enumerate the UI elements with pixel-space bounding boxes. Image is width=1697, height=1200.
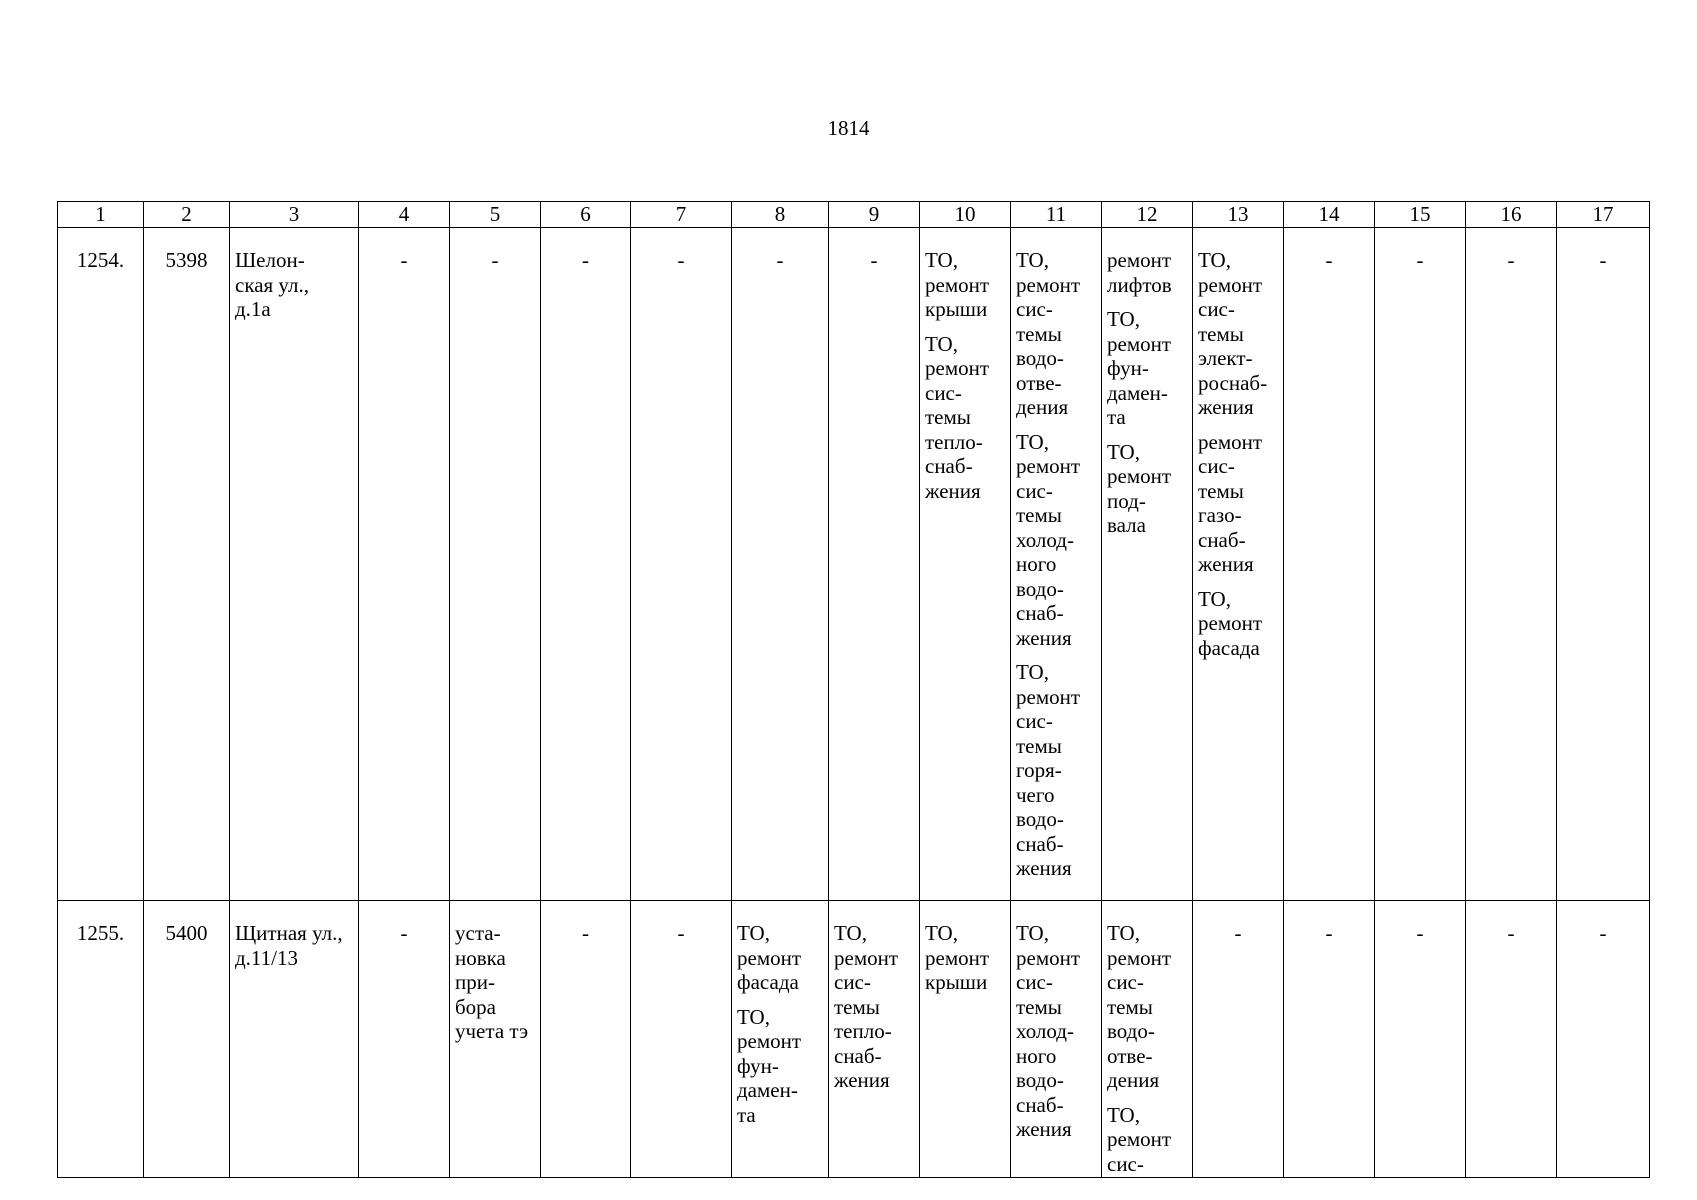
column-header: 1: [58, 202, 144, 228]
data-table: [57, 201, 1650, 1178]
cell-col-14: -: [1284, 901, 1375, 1178]
work-entry: ТО, ремонт сис-: [1107, 1102, 1172, 1176]
cell-col-8: -: [732, 228, 829, 901]
work-entry: ТО, ремонт сис- темы холод- ного водо- снаб- жения: [1016, 429, 1081, 650]
column-header: 14: [1284, 202, 1375, 228]
cell-col-16: -: [1466, 901, 1557, 1178]
cell-col-12: [1102, 228, 1193, 901]
cell-col-4: -: [359, 901, 450, 1178]
column-header: 7: [631, 202, 732, 228]
page-number: 1814: [827, 116, 870, 140]
building-code: 5400: [144, 901, 230, 1178]
cell-col-8: [732, 901, 829, 1178]
column-header: 5: [450, 202, 541, 228]
row-number: 1255.: [58, 901, 144, 1178]
work-entry: ТО, ремонт под- вала: [1107, 439, 1172, 537]
cell-col-17: -: [1557, 901, 1650, 1178]
work-entry: ТО, ремонт крыши: [925, 248, 990, 321]
column-header: 4: [359, 202, 450, 228]
cell-col-15: -: [1375, 228, 1466, 901]
cell-col-13: -: [1193, 901, 1284, 1178]
work-entry: ремонт лифтов: [1107, 248, 1172, 297]
work-entry: ремонт сис- темы газо- снаб- жения: [1198, 429, 1263, 576]
cell-col-9: -: [829, 228, 920, 901]
column-header: 11: [1011, 202, 1102, 228]
column-header: 8: [732, 202, 829, 228]
building-code: 5398: [144, 228, 230, 901]
table-row: [58, 228, 1650, 901]
cell-col-6: -: [541, 901, 631, 1178]
work-entry: ТО, ремонт фун- дамен- та: [737, 1004, 802, 1127]
column-header: 6: [541, 202, 631, 228]
cell-col-16: -: [1466, 228, 1557, 901]
address-cell: Щитная ул., д.11/13: [230, 901, 359, 1178]
work-entry: ТО, ремонт сис- темы горя- чего водо- снаб- жения: [1016, 660, 1081, 880]
column-header: 2: [144, 202, 230, 228]
column-header: 15: [1375, 202, 1466, 228]
cell-col-12: [1102, 901, 1193, 1178]
column-header: 12: [1102, 202, 1193, 228]
work-entry: ТО, ремонт сис- темы элект- роснаб- жения: [1198, 248, 1268, 419]
row-number: 1254.: [58, 228, 144, 901]
cell-col-11: ТО, ремонт сис- темы холод- ного водо- снаб- жения: [1011, 901, 1102, 1178]
header-row: [58, 202, 1650, 228]
work-entry: ТО, ремонт фасада: [737, 921, 802, 994]
cell-col-5: уста- новка при- бора учета тэ: [450, 901, 541, 1178]
cell-col-7: -: [631, 228, 732, 901]
cell-col-6: -: [541, 228, 631, 901]
cell-col-11: [1011, 228, 1102, 901]
table-row: [58, 901, 1650, 1178]
cell-col-7: -: [631, 901, 732, 1178]
work-entry: ТО, ремонт сис- темы водо- отве- дения: [1016, 248, 1081, 419]
work-entry: ТО, ремонт фасада: [1198, 586, 1263, 660]
column-header: 9: [829, 202, 920, 228]
cell-col-4: -: [359, 228, 450, 901]
address-cell: Шелон- ская ул., д.1а: [230, 228, 359, 901]
cell-col-9: ТО, ремонт сис- темы тепло- снаб- жения: [829, 901, 920, 1178]
column-header: 17: [1557, 202, 1650, 228]
column-header: 13: [1193, 202, 1284, 228]
cell-col-10: ТО, ремонт крыши: [920, 901, 1011, 1178]
column-header: 10: [920, 202, 1011, 228]
cell-col-15: -: [1375, 901, 1466, 1178]
cell-col-10: [920, 228, 1011, 901]
cell-col-17: -: [1557, 228, 1650, 901]
cell-col-5: -: [450, 228, 541, 901]
column-header: 3: [230, 202, 359, 228]
cell-col-13: [1193, 228, 1284, 901]
work-entry: ТО, ремонт сис- темы водо- отве- дения: [1107, 921, 1172, 1092]
work-entry: ТО, ремонт фун- дамен- та: [1107, 307, 1172, 429]
work-entry: ТО, ремонт сис- темы тепло- снаб- жения: [925, 331, 990, 503]
column-header: 16: [1466, 202, 1557, 228]
cell-col-14: -: [1284, 228, 1375, 901]
